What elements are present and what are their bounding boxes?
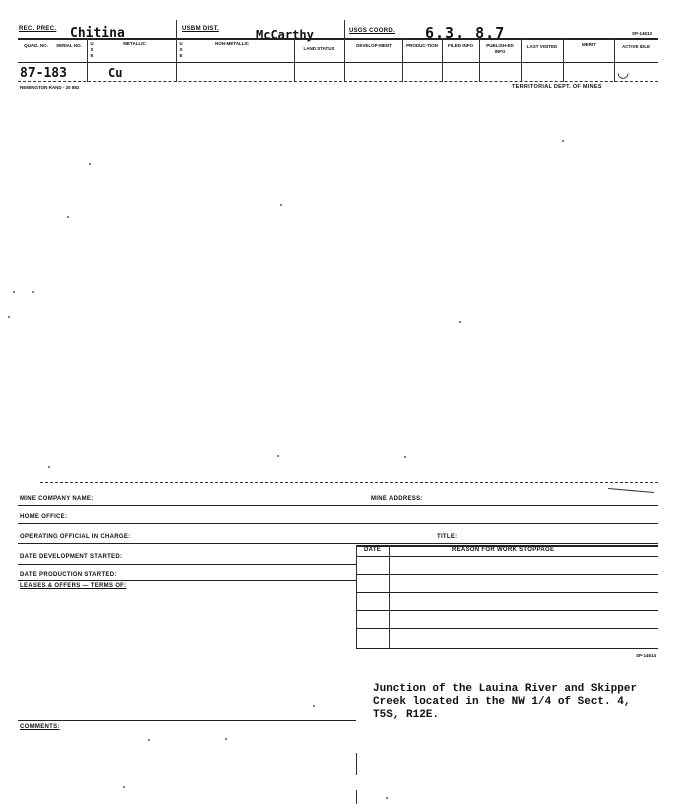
col-use-nonmetallic: U S E [179,41,183,58]
col-metallic: METALLIC [123,41,146,46]
usbm-dist-label: USBM DIST. [182,26,220,32]
col-land-status: LAND STATUS [303,46,335,51]
row-bottom-rule [18,81,658,82]
date-production-label: DATE PRODUCTION STARTED: [20,572,117,578]
date-development-label: DATE DEVELOPMENT STARTED: [20,554,123,560]
department-label: TERRITORIAL DEPT. OF MINES [512,84,602,90]
col-non-metallic: NON-METALLIC [215,41,249,46]
header-bottom-rule [18,62,658,63]
title-label: TITLE: [437,534,458,540]
comments-label: COMMENTS: [20,724,60,730]
quad-serial-value: 87-183 [20,66,67,81]
stoppage-reason-header: REASON FOR WORK STOPPAGE [452,547,555,553]
mine-company-name-label: MINE COMPANY NAME: [20,496,94,502]
col-quad-no: QUAD. NO. [24,43,48,48]
printer-note: REMINGTON RAND - 20 882 [20,85,80,90]
metallic-value: Cu [108,66,123,80]
col-last-visited: LAST VISITED [526,44,558,49]
top-rule [18,38,658,40]
col-published-info: PUBLISH-ED INFO [486,43,514,54]
col-production: PRODUC-TION [406,43,438,48]
col-active-idle: ACTIVE IDLE [621,44,650,49]
usgs-coord-label: USGS COORD. [349,28,395,34]
home-office-label: HOME OFFICE: [20,514,68,520]
col-filed-info: FILED INFO [448,43,473,48]
operating-official-label: OPERATING OFFICIAL IN CHARGE: [20,534,131,540]
top-form-number: SP-14613 [632,31,653,36]
rec-prec-label: REC. PREC. [19,26,57,32]
rec-prec-value: Chitina [70,26,125,41]
location-text: Junction of the Lauina River and Skipper Creek located in the NW 1/4 of Sect. 4, T5S, R12E. [373,683,638,721]
col-merit: MERIT [582,42,596,47]
mine-address-label: MINE ADDRESS: [371,496,423,502]
usbm-dist-value: McCarthy [256,28,314,42]
col-serial-no: SERIAL NO. [56,43,82,48]
usgs-coord-value: 6.3, 8.7 [425,24,506,42]
active-idle-mark: ◡ [617,64,630,80]
bottom-form-number: SP-14614 [636,653,657,658]
bottom-card-top-edge [40,482,658,483]
col-use-metallic: U S E [90,41,94,58]
stoppage-date-header: DATE [364,547,382,553]
col-development: DEVELOP-MENT [356,43,392,48]
leases-label: LEASES & OFFERS — TERMS OF: [20,583,127,589]
